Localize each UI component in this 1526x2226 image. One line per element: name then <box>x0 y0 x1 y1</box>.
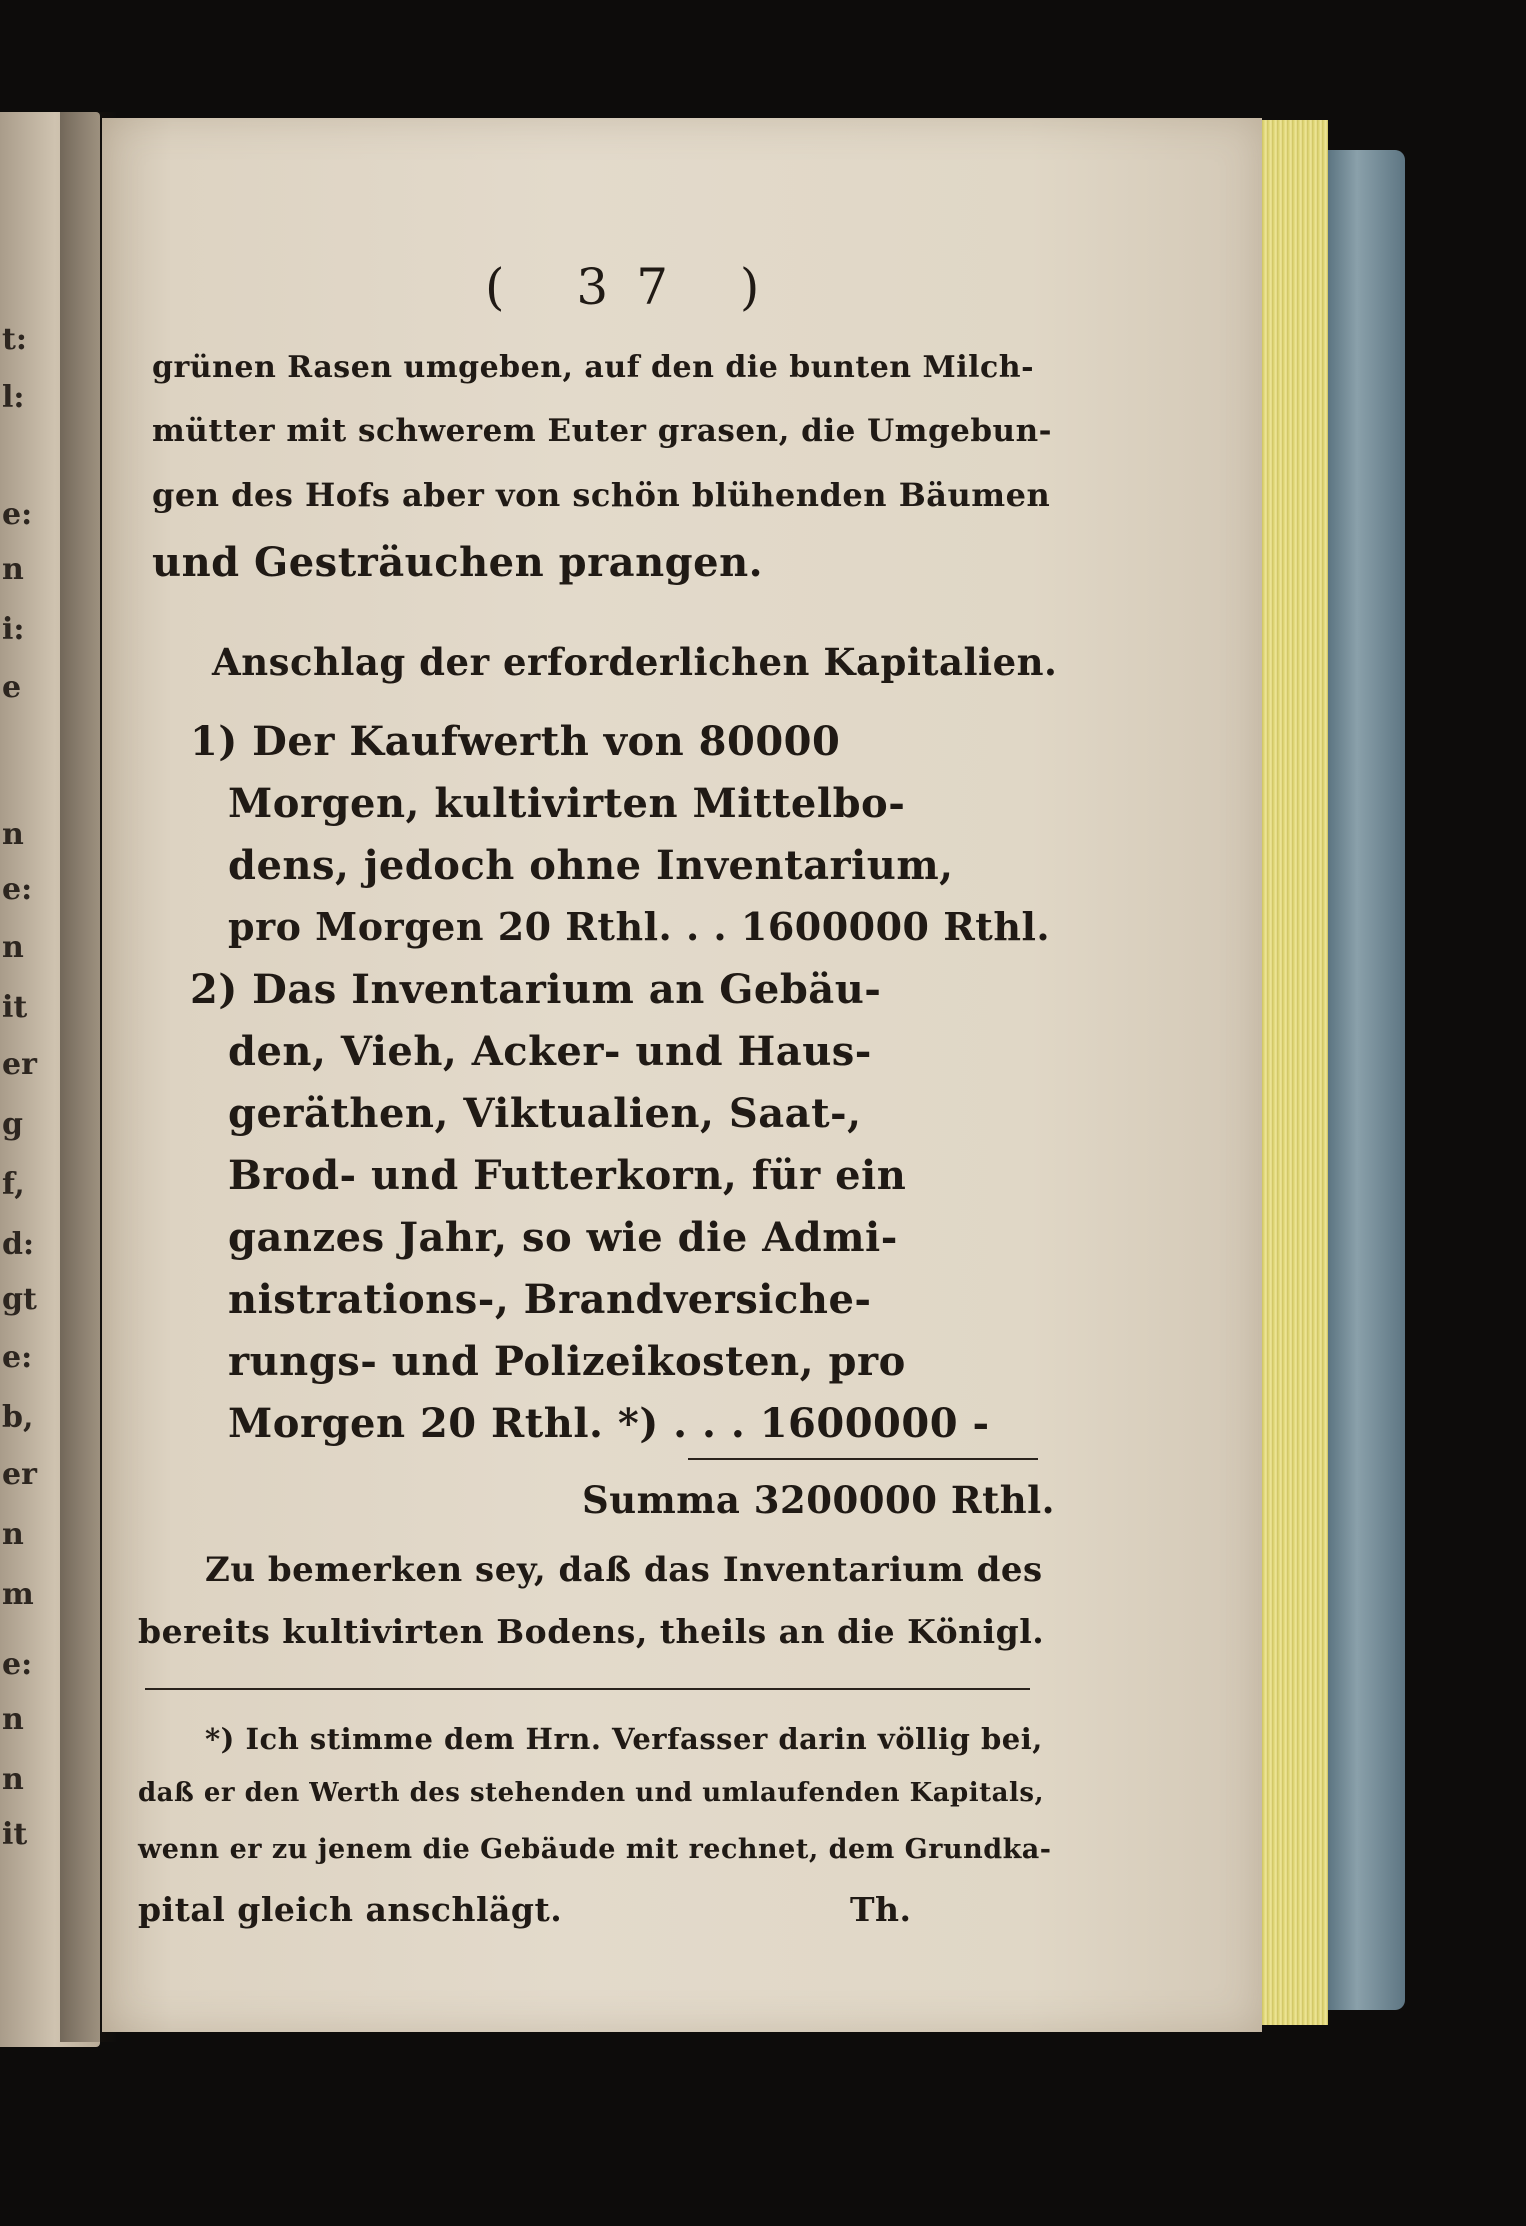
left-page-fragment: n <box>2 1762 24 1797</box>
closing-line: bereits kultivirten Bodens, theils an die Königl. <box>138 1612 1045 1651</box>
item-line: pro Morgen 20 Rthl. . . 1600000 Rthl. <box>228 904 1051 949</box>
footnote-rule <box>145 1688 1030 1690</box>
left-page-fragment: f, <box>2 1167 25 1202</box>
item-line: ganzes Jahr, so wie die Admi- <box>228 1214 898 1261</box>
item-line: den, Vieh, Acker- und Haus- <box>228 1028 872 1075</box>
left-page-fragment: t: <box>2 322 27 357</box>
left-page-fragment: b, <box>2 1400 34 1435</box>
sum-rule <box>688 1458 1038 1460</box>
footnote-line: daß er den Werth des stehenden und umlaufenden Kapitals, <box>138 1778 1045 1808</box>
left-page-fragment: d: <box>2 1227 35 1262</box>
left-page-fragment: g <box>2 1107 23 1142</box>
left-page-fragment: er <box>2 1457 37 1492</box>
left-page-fragment: n <box>2 817 24 852</box>
left-page-fragment: n <box>2 552 24 587</box>
closing-line: Zu bemerken sey, daß das Inventarium des <box>205 1550 1043 1590</box>
left-page-fragment: er <box>2 1047 37 1082</box>
item-line: dens, jedoch ohne Inventarium, <box>228 842 954 889</box>
left-page-fragment: e: <box>2 1647 33 1682</box>
book-cover-edge <box>1325 150 1405 2010</box>
item-line: 1) Der Kaufwerth von 80000 <box>190 718 841 765</box>
paragraph-line: grünen Rasen umgeben, auf den die bunten Milch- <box>152 350 1035 385</box>
left-page-fragment: l: <box>2 380 25 415</box>
paragraph-line: gen des Hofs aber von schön blühenden Bäumen <box>152 476 1051 514</box>
left-page-fragment: e: <box>2 1340 33 1375</box>
left-page-fragment: i: <box>2 612 25 647</box>
left-page-fragment: e: <box>2 497 33 532</box>
item-line: Brod- und Futterkorn, für ein <box>228 1152 907 1199</box>
left-page-fragment: e: <box>2 872 33 907</box>
left-page-fragment: gt <box>2 1282 37 1317</box>
footnote-line: *) Ich stimme dem Hrn. Verfasser darin völlig bei, <box>205 1722 1043 1756</box>
left-page-fragment: it <box>2 1817 28 1852</box>
item-line: Morgen 20 Rthl. *) . . . 1600000 - <box>228 1400 990 1447</box>
left-page-fragment: m <box>2 1577 34 1612</box>
item-line: nistrations-, Brandversiche- <box>228 1276 872 1323</box>
summa-line: Summa 3200000 Rthl. <box>582 1478 1056 1522</box>
item-line: rungs- und Polizeikosten, pro <box>228 1338 906 1385</box>
left-page-fragment: it <box>2 990 28 1025</box>
paragraph-line: mütter mit schwerem Euter grasen, die Umgebun- <box>152 413 1052 449</box>
section-heading: Anschlag der erforderlichen Kapitalien. <box>212 640 1058 684</box>
item-line: Morgen, kultivirten Mittelbo- <box>228 780 906 827</box>
footnote-line: wenn er zu jenem die Gebäude mit rechnet, dem Grundka- <box>138 1834 1052 1865</box>
paragraph-line: und Gesträuchen prangen. <box>152 539 764 586</box>
left-page-fragment: n <box>2 1517 24 1552</box>
item-line: 2) Das Inventarium an Gebäu- <box>190 966 882 1013</box>
left-page-fragment: e <box>2 670 22 705</box>
item-line: geräthen, Viktualien, Saat-, <box>228 1090 862 1137</box>
left-page-fragment: n <box>2 930 24 965</box>
footnote-line: pital gleich anschlägt. Th. <box>138 1890 912 1929</box>
page-number: ( 37 ) <box>485 258 788 316</box>
left-page-fragment: n <box>2 1702 24 1737</box>
